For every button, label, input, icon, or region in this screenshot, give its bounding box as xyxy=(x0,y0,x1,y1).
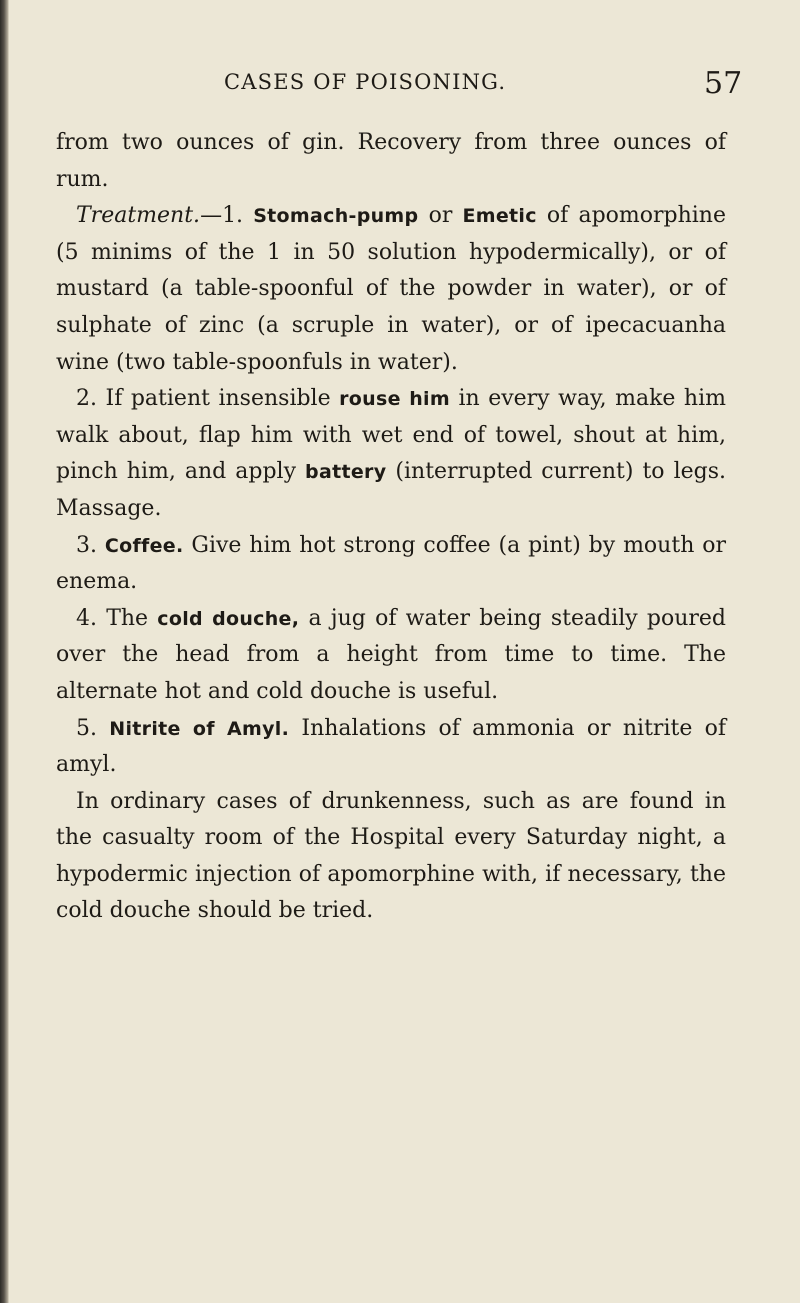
nitrite-of-amyl-term: Nitrite of Amyl. xyxy=(109,717,290,740)
paragraph-treatment-2 xyxy=(56,381,726,527)
text-run: a jug of water being steadily poured over the head from a height from time to time. The alternate hot and cold douche is useful. xyxy=(56,605,727,704)
text-run: 2. If patient insensible xyxy=(76,386,340,412)
dash: — xyxy=(200,203,223,229)
text-run: 3. xyxy=(76,532,105,558)
text-run: Give him hot strong coffee (a pint) by mouth or enema. xyxy=(56,532,726,595)
text-run: in every way, make him walk about, flap him with wet end of towel, shout at him, pinch him, and apply xyxy=(56,386,726,485)
paragraph-ordinary-cases: In ordinary cases of drunkenness, such as are found in the casualty room of the Hospital every Saturday night, a hypodermic injection of apomorphine with, if necessary, the cold douche should be tried. xyxy=(56,788,726,924)
battery-term: battery xyxy=(305,461,387,484)
emetic-term: Emetic xyxy=(462,205,537,228)
page-binding-edge xyxy=(0,0,9,1303)
paragraph-treatment-1 xyxy=(56,198,726,381)
text-run: Inhalations of ammonia or nitrite of amyl. xyxy=(56,715,726,778)
cold-douche-term: cold douche, xyxy=(157,607,300,630)
paragraph-treatment-4 xyxy=(56,601,726,711)
text-run: 5. xyxy=(76,715,110,741)
treatment-label: Treatment. xyxy=(76,203,201,229)
text-run: of apomorphine (5 minims of the 1 in 50 solution hypodermically), or of mustard (a table-spoonful of the powder in water), or of sulphate of zinc (a scruple in water), or of ipecacuanha wine (two table-spoonfuls in water). xyxy=(56,203,726,375)
item-number: 1. xyxy=(222,203,254,229)
paragraph-continuation: from two ounces of gin. Recovery from three ounces of rum. xyxy=(56,130,726,192)
paragraph-treatment-3 xyxy=(56,528,726,601)
stomach-pump-term: Stomach-pump xyxy=(253,205,419,228)
coffee-term: Coffee. xyxy=(104,534,184,557)
text-run: or xyxy=(418,203,463,229)
text-run: 4. The xyxy=(76,605,158,631)
paragraph-treatment-5 xyxy=(56,711,726,784)
page-header xyxy=(0,66,800,110)
body-text xyxy=(56,125,726,930)
rouse-him-term: rouse him xyxy=(339,388,450,411)
page-number: 57 xyxy=(704,66,743,101)
running-head: CASES OF POISONING. xyxy=(224,70,507,94)
text-run: (interrupted current) to legs. Massage. xyxy=(56,459,726,521)
